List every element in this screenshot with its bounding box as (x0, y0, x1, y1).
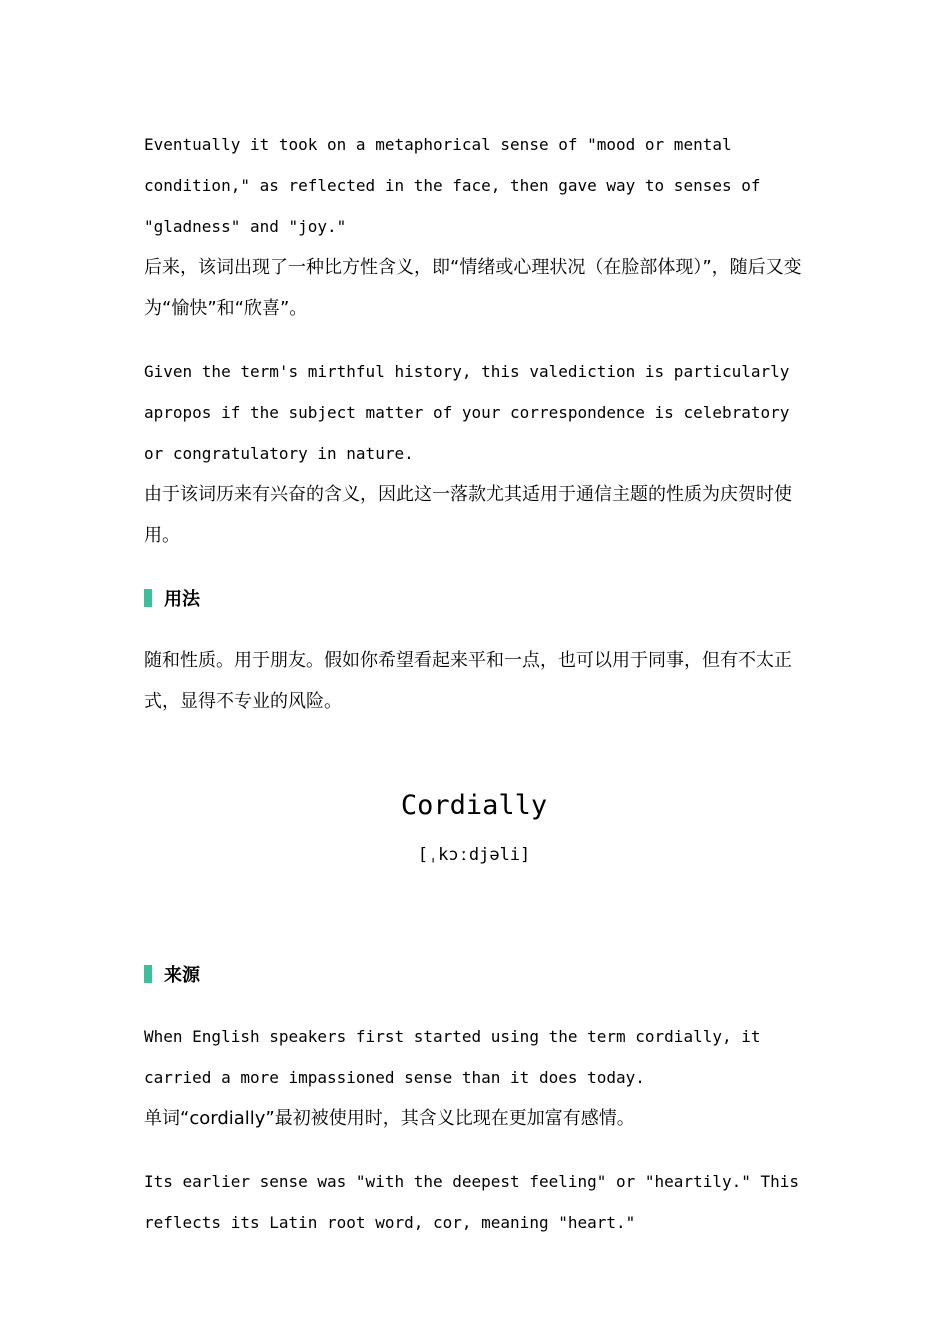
spacer (144, 870, 804, 954)
english-text: Its earlier sense was "with the deepest feeling" or "heartily." This reflects its Latin root word, cor, meaning "heart." (144, 1172, 800, 1232)
document-page (144, 124, 804, 1265)
chinese-text: 单词“cordially”最初被使用时，其含义比现在更加富有感情。 (144, 1108, 635, 1129)
english-text: Eventually it took on a metaphorical sense of "mood or mental condition," as reflected in the face, then gave way to senses of "gladness" and "joy." (144, 135, 761, 236)
chinese-text: 随和性质。用于朋友。假如你希望看起来平和一点，也可以用于同事，但有不太正式，显得不专业的风险。 (144, 650, 792, 712)
english-text: Given the term's mirthful history, this valediction is particularly apropos if the subject matter of your correspondence is celebratory or congratulatory in nature. (144, 362, 790, 463)
english-text: When English speakers first started using the term cordially, it carried a more impassioned sense than it does today. (144, 1027, 761, 1087)
accent-bar (144, 589, 152, 607)
origin-paragraph-first-use (144, 1016, 804, 1139)
accent-bar (144, 965, 152, 983)
paragraph-metaphorical-sense (144, 124, 804, 329)
section-heading-usage (144, 578, 804, 618)
origin-paragraph-latin-root (144, 1161, 804, 1243)
section-heading-label: 来源 (164, 965, 200, 986)
entry-phonetic: [ˌkɔːdjəli] (417, 845, 531, 865)
chinese-text: 由于该词历来有兴奋的含义，因此这一落款尤其适用于通信主题的性质为庆贺时使用。 (144, 484, 792, 546)
entry-word-title: Cordially (400, 790, 548, 821)
chinese-text: 后来，该词出现了一种比方性含义，即“情绪或心理状况（在脸部体现）”，随后又变为“愉快”和“欣喜”。 (144, 257, 802, 319)
usage-paragraph (144, 640, 804, 722)
paragraph-mirthful-history (144, 351, 804, 556)
section-heading-label: 用法 (164, 589, 200, 610)
section-heading-origin (144, 954, 804, 994)
